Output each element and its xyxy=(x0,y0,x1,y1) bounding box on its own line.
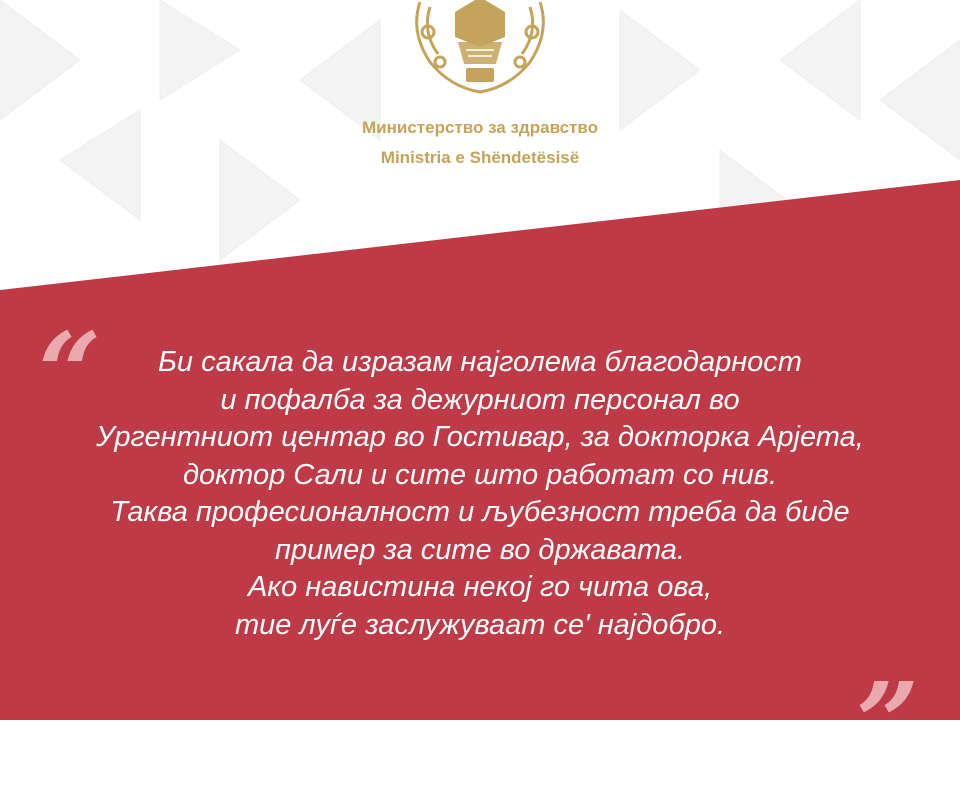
quote-line: и пофалба за дежурниот персонал во xyxy=(220,383,740,416)
ministry-name-albanian: Ministria e Shëndetësisë xyxy=(380,148,580,167)
quote-line: пример за сите во државата. xyxy=(275,533,685,566)
quote-line: Ако навистина некој го чита ова, xyxy=(247,571,713,603)
open-quote-icon: “ xyxy=(38,308,102,437)
coat-of-arms-emblem-icon xyxy=(400,0,560,102)
ministry-name-macedonian: Министерство за здравство xyxy=(362,118,598,137)
testimonial-quote xyxy=(40,344,920,644)
close-quote-icon: ” xyxy=(856,658,920,787)
quote-line: тие луѓе заслужуваат се' најдобро. xyxy=(234,608,726,641)
quote-line: доктор Сали и сите што работат со нив. xyxy=(182,458,778,491)
quote-line: Би сакала да изразам најголема благодарност xyxy=(158,346,802,378)
quote-line: Таква професионалност и љубезност треба да биде xyxy=(110,496,850,528)
quote-line: Ургентниот центар во Гостивар, за докторка Арјета, xyxy=(96,421,864,453)
